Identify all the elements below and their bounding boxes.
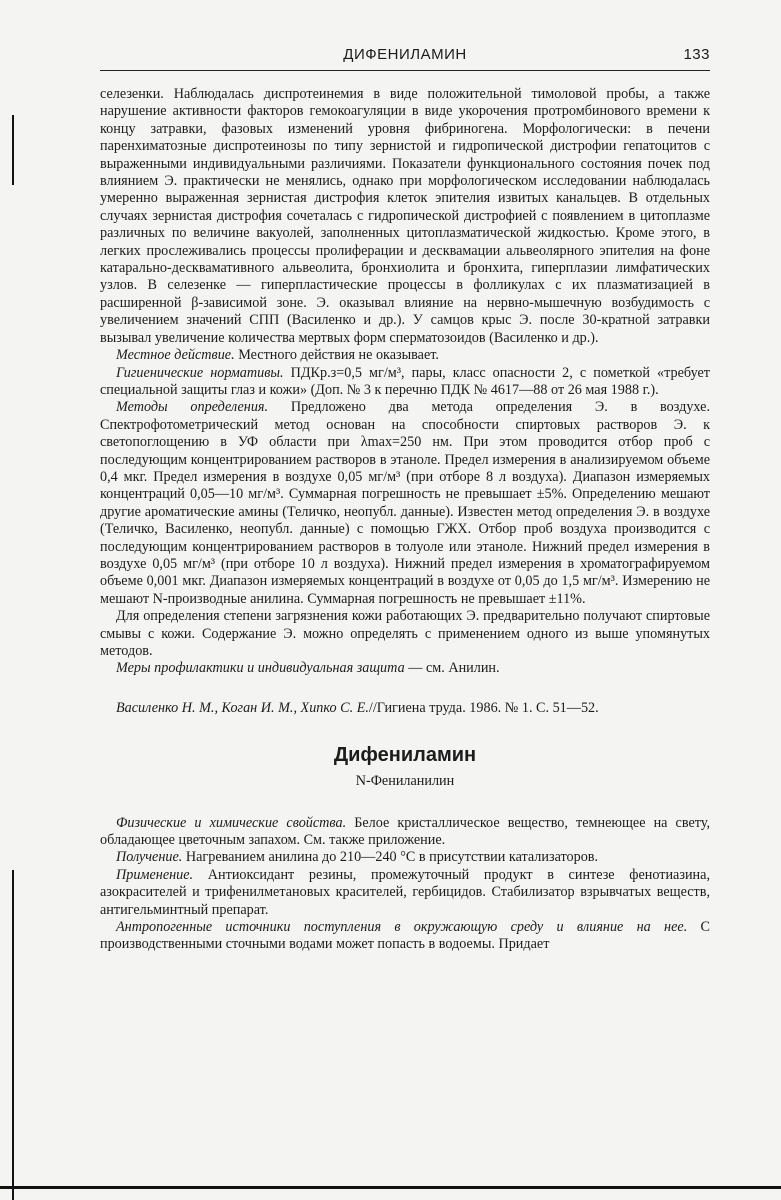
properties-label: Физические и химические свойства. [116,814,347,831]
page-number: 133 [683,46,710,63]
margin-scan-mark [12,115,14,185]
local-action-text: Местного действия не оказывает. [234,347,439,364]
production-label: Получение. [116,849,183,866]
hygiene-norms-text: ПДКр.з=0,5 мг/м³, пары, класс опасности 2, с пометкой «требует специальной защиты глаз и кожи» (Доп. № 3 к перечню ПДК № 4617—88 от 26 мая 1988 г.). [100,364,710,398]
reference-source: //Гигиена труда. 1986. № 1. С. 51—52. [368,699,599,716]
entry-title: Дифениламин [333,744,477,767]
page-header [100,46,710,66]
local-action-paragraph [100,347,710,364]
methods-text: Предложено два метода определения Э. в воздухе. Спектрофотометрический метод основан на способности спиртовых растворов Э. к светопоглощению в УФ области при λmax=250 нм. При этом проводится отбор проб с последующим концентрированием растворов в этаноле. Предел измерения в анализируемом объеме 0,4 мкг. Предел измерения в воздухе 0,05 мг/м³ (при отборе 8 л воздуха). Диапазон измеряемых концентраций 0,05—10 мг/м³. Суммарная погрешность не превышает ±5%. Определению мешают другие ароматические амины (Теличко, неопубл. данные). Известен метод определения Э. в воздухе (Теличко, Василенко, неопубл. данные) с помощью ГЖХ. Отбор проб воздуха производится с последующим концентрированием растворов в толуоле или этаноле. Нижний предел измерения в воздухе 0,05 мг/м³ (при отборе 10 л воздуха). Нижний предел измерения в хроматографируемом объеме 0,001 мкг. Диапазон измеряемых концентраций в воздухе от 0,05 до 1,5 мг/м³. Измерению не мешают N-производные анилина. Суммарная погрешность не превышает ±11%. [100,399,710,607]
prevention-paragraph [100,660,710,677]
page-body [100,86,710,954]
page-bottom-edge [0,1186,781,1189]
application-label: Применение. [116,866,194,883]
application-paragraph [100,867,710,919]
methods-label: Методы определения. [116,399,269,416]
methods-paragraph [100,399,710,608]
properties-paragraph [100,815,710,850]
reference-authors: Василенко Н. М., Коган И. М., Хипко С. Е. [116,699,369,716]
skin-paragraph: Для определения степени загрязнения кожи работающих Э. предварительно получают спиртовые смывы с кожи. Содержание Э. можно определять с применением одного из выше упомянутых методов. [100,608,710,659]
header-rule [100,70,710,71]
application-text: Антиоксидант резины, промежуточный продукт в синтезе фенотиазина, азокрасителей и трифенилметановых красителей, гербицидов. Стабилизатор взрывчатых веществ, антигельминтный препарат. [100,866,710,918]
prevention-label: Меры профилактики и индивидуальная защита [116,660,405,677]
local-action-label: Местное действие. [116,347,235,364]
production-text: Нагреванием анилина до 210—240 °С в присутствии катализаторов. [182,849,599,866]
anthropogenic-paragraph [100,919,710,954]
reference [100,700,710,717]
anthropogenic-label: Антропогенные источники поступления в окружающую среду и влияние на нее. [116,919,688,936]
hygiene-norms-label: Гигиенические нормативы. [116,364,284,381]
running-title: ДИФЕНИЛАМИН [343,46,467,63]
hygiene-norms-paragraph [100,365,710,400]
toxicity-paragraph: селезенки. Наблюдалась диспротеинемия в виде положительной тимоловой пробы, а также нарушение активности факторов гемокоагуляции в виде укорочения протромбинового времени к концу затравки, фазовых изменений уровня фибриногена. Морфологически: в печени паренхиматозные диспротеинозы по типу зернистой и гидропической дистрофии гепатоцитов с выраженными индивидуальными различиями. Показатели функционального состояния почек под влиянием Э. практически не менялись, однако при морфологическом исследовании наблюдалась умеренно выраженная зернистая дистрофия клеток эпителия извитых канальцев. В отдельных случаях зернистая дистрофия сочеталась с гидропической дистрофией с появлением в цитоплазме различных по величине вакуолей, заполненных цитоплазматической жидкостью. Кроме этого, в легких прослеживались процессы пролиферации и десквамации альвеолярного эпителия на фоне катарально-десквамативного альвеолита, бронхиолита и бронхита, гиперплазии лимфатических узлов. В селезенке — гиперпластические процессы в фолликулах с их плазматизацией в расширенной β-зависимой зоне. Э. оказывал влияние на нервно-мышечную возбудимость с увеличением значений СПП (Василенко и др.). У самцов крыс Э. после 30-кратной затравки вызывал увеличение количества мертвых форм сперматозоидов (Василенко и др.). [100,86,710,346]
production-paragraph [100,849,710,866]
prevention-text: — см. Анилин. [404,660,500,677]
anthropogenic-text: С производственными сточными водами может попасть в водоемы. Придает [100,919,711,953]
properties-text: Белое кристаллическое вещество, темнеющее на свету, обладающее цветочным запахом. См. также приложение. [100,814,710,849]
entry-subtitle: N-Фениланилин [355,773,455,790]
margin-scan-mark [12,870,14,1200]
